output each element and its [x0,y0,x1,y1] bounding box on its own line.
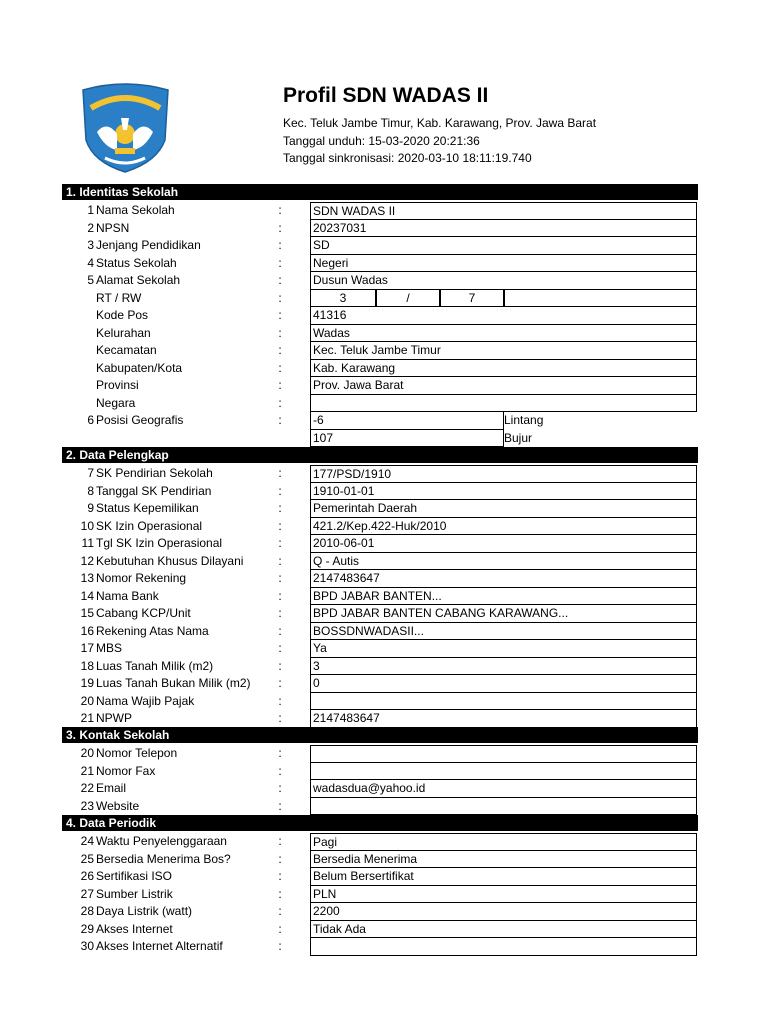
row-label: SK Izin Operasional [96,518,203,533]
form-row [62,395,702,413]
value-cell: SDN WADAS II [310,202,697,220]
value-cell: 2147483647 [310,710,697,728]
row-number: 22 [80,781,94,795]
row-label: Status Sekolah [96,255,177,270]
row-label: Status Kepemilikan [96,501,199,515]
form-row [62,237,702,255]
row-number: 12 [80,553,94,568]
form-row [62,903,702,921]
download-date: Tanggal unduh: 15-03-2020 20:21:36 [283,134,480,148]
row-number: 25 [80,851,94,866]
form-row [62,500,702,518]
value-cell: Kec. Teluk Jambe Timur [310,342,697,360]
colon-separator: : [278,763,282,778]
tut-wuri-handayani-logo [77,82,174,174]
colon-separator: : [278,641,282,655]
value-cell: Pemerintah Daerah [310,500,697,518]
colon-separator: : [278,501,282,515]
value-cell: 3 [310,658,697,676]
colon-separator: : [278,343,282,357]
row-label: MBS [96,641,123,655]
colon-separator: : [278,623,282,638]
form-row [62,255,702,273]
colon-separator: : [278,711,282,725]
lintang-label: Lintang [504,413,544,427]
row-label: Provinsi [96,378,139,392]
form-row [62,518,702,536]
form-row [62,588,702,606]
form-row [62,272,702,290]
colon-separator: : [278,325,282,340]
row-number: 30 [80,939,94,953]
colon-separator: : [278,273,282,287]
form-row [62,465,702,483]
value-cell: 421.2/Kep.422-Huk/2010 [310,518,697,536]
value-cell: Tidak Ada [310,921,697,939]
value-cell: BPD JABAR BANTEN... [310,588,697,606]
form-row [62,693,702,711]
value-cell: 177/PSD/1910 [310,465,697,483]
colon-separator: : [278,360,282,375]
value-cell: -6 [310,412,504,430]
page-title: Profil SDN WADAS II [283,84,489,107]
row-label: RT / RW [96,290,142,305]
value-cell [310,763,697,781]
row-number: 9 [87,501,94,515]
colon-separator: : [278,378,282,392]
row-number: 2 [87,220,94,235]
row-label: Kabupaten/Kota [96,360,183,375]
form-row [62,763,702,781]
form-row [62,342,702,360]
row-label: Kode Pos [96,308,149,322]
value-cell [310,938,697,956]
colon-separator: : [278,834,282,848]
section-kontak-header: 3. Kontak Sekolah [62,727,698,743]
row-number: 24 [80,834,94,848]
form-row [62,360,702,378]
row-number: 6 [87,413,94,427]
colon-separator: : [278,781,282,795]
row-label: Waktu Penyelenggaraan [96,834,227,848]
colon-separator: : [278,851,282,866]
section-periodik-header: 4. Data Periodik [62,815,698,831]
colon-separator: : [278,606,282,620]
row-number: 1 [87,203,94,217]
row-number: 4 [87,255,94,270]
form-row [62,675,702,693]
form-row [62,868,702,886]
value-cell: wadasdua@yahoo.id [310,780,697,798]
rt-cell: 3 [310,290,376,308]
value-cell: Prov. Jawa Barat [310,377,697,395]
colon-separator: : [278,588,282,603]
row-number: 15 [80,606,94,620]
row-label: SK Pendirian Sekolah [96,466,213,480]
value-cell [310,745,697,763]
form-row [62,570,702,588]
form-row [62,290,702,308]
colon-separator: : [278,553,282,568]
row-label: Luas Tanah Milik (m2) [96,658,214,673]
row-label: Cabang KCP/Unit [96,606,191,620]
sync-date: Tanggal sinkronisasi: 2020-03-10 18:11:19.740 [283,151,532,165]
row-label: Nomor Rekening [96,571,187,585]
form-row [62,938,702,956]
value-cell: Bersedia Menerima [310,851,697,869]
row-number: 19 [80,676,94,690]
colon-separator: : [278,939,282,953]
row-label: Nomor Telepon [96,746,178,760]
value-cell: 0 [310,675,697,693]
row-label: NPWP [96,711,132,725]
form-row [62,535,702,553]
row-number: 27 [80,886,94,901]
form-row [62,640,702,658]
row-number: 26 [80,869,94,883]
value-cell: 107 [310,430,504,448]
value-cell: 1910-01-01 [310,483,697,501]
row-number: 3 [87,238,94,252]
row-number: 17 [80,641,94,655]
form-row [62,798,702,816]
value-cell: BOSSDNWADASII... [310,623,697,641]
location-line: Kec. Teluk Jambe Timur, Kab. Karawang, Prov. Jawa Barat [283,116,597,130]
colon-separator: : [278,413,282,427]
form-row [62,430,702,448]
row-label: Daya Listrik (watt) [96,904,193,918]
colon-separator: : [278,290,282,305]
row-label: Akses Internet [96,921,173,936]
value-cell: 41316 [310,307,697,325]
colon-separator: : [278,886,282,901]
row-label: Sertifikasi ISO [96,869,173,883]
form-row [62,553,702,571]
row-label: Bersedia Menerima Bos? [96,851,231,866]
row-label: Nama Sekolah [96,203,175,217]
row-label: Posisi Geografis [96,413,184,427]
value-cell: SD [310,237,697,255]
form-row [62,220,702,238]
rt-rw-separator: / [376,290,440,308]
form-row [62,412,702,430]
row-label: Luas Tanah Bukan Milik (m2) [96,676,251,690]
colon-separator: : [278,483,282,498]
row-number: 13 [80,571,94,585]
form-row [62,307,702,325]
colon-separator: : [278,536,282,550]
colon-separator: : [278,798,282,813]
row-number: 14 [80,588,94,603]
section-identitas-header: 1. Identitas Sekolah [62,184,698,200]
value-cell [310,798,697,816]
row-label: Kelurahan [96,325,151,340]
form-row [62,605,702,623]
row-number: 29 [80,921,94,936]
value-cell: Dusun Wadas [310,272,697,290]
colon-separator: : [278,203,282,217]
row-label: Website [96,798,140,813]
colon-separator: : [278,869,282,883]
form-row [62,658,702,676]
form-row [62,623,702,641]
value-cell: Pagi [310,833,697,851]
colon-separator: : [278,658,282,673]
form-row [62,921,702,939]
row-number: 21 [80,763,94,778]
row-label: Email [96,781,127,795]
bujur-label: Bujur [504,430,533,445]
rt-rw-empty-cell [504,290,697,308]
value-cell: 2010-06-01 [310,535,697,553]
row-label: Nomor Fax [96,763,156,778]
colon-separator: : [278,921,282,936]
form-row [62,745,702,763]
row-number: 10 [80,518,94,533]
row-label: Kebutuhan Khusus Dilayani [96,553,244,568]
colon-separator: : [278,518,282,533]
rw-cell: 7 [440,290,504,308]
row-label: Akses Internet Alternatif [96,939,223,953]
colon-separator: : [278,466,282,480]
row-number: 20 [80,693,94,708]
row-number: 20 [80,746,94,760]
value-cell [310,395,697,413]
row-number: 5 [87,273,94,287]
row-number: 28 [80,904,94,918]
colon-separator: : [278,746,282,760]
row-label: Nama Bank [96,588,159,603]
colon-separator: : [278,220,282,235]
value-cell: Negeri [310,255,697,273]
form-row [62,202,702,220]
row-label: Alamat Sekolah [96,273,181,287]
row-label: Nama Wajib Pajak [96,693,195,708]
value-cell: Ya [310,640,697,658]
value-cell: 2147483647 [310,570,697,588]
row-label: Rekening Atas Nama [96,623,209,638]
row-label: Sumber Listrik [96,886,173,901]
colon-separator: : [278,395,282,410]
row-label: NPSN [96,220,130,235]
row-number: 18 [80,658,94,673]
colon-separator: : [278,571,282,585]
value-cell: Wadas [310,325,697,343]
form-row [62,483,702,501]
row-number: 7 [87,466,94,480]
section-pelengkap-header: 2. Data Pelengkap [62,447,698,463]
value-cell [310,693,697,711]
value-cell: BPD JABAR BANTEN CABANG KARAWANG... [310,605,697,623]
row-number: 23 [80,798,94,813]
row-number: 16 [80,623,94,638]
value-cell: 2200 [310,903,697,921]
form-row [62,780,702,798]
colon-separator: : [278,308,282,322]
form-row [62,833,702,851]
form-row [62,886,702,904]
row-label: Jenjang Pendidikan [96,238,201,252]
row-number: 11 [81,536,94,550]
colon-separator: : [278,693,282,708]
colon-separator: : [278,676,282,690]
value-cell: Kab. Karawang [310,360,697,378]
colon-separator: : [278,904,282,918]
form-row [62,710,702,728]
form-row [62,851,702,869]
value-cell: Q - Autis [310,553,697,571]
form-row [62,325,702,343]
row-number: 21 [80,711,94,725]
form-row [62,377,702,395]
row-label: Kecamatan [96,343,157,357]
row-label: Tanggal SK Pendirian [96,483,212,498]
value-cell: PLN [310,886,697,904]
row-number: 8 [87,483,94,498]
colon-separator: : [278,238,282,252]
row-label: Tgl SK Izin Operasional [96,536,223,550]
value-cell: 20237031 [310,220,697,238]
value-cell: Belum Bersertifikat [310,868,697,886]
row-label: Negara [96,395,136,410]
colon-separator: : [278,255,282,270]
